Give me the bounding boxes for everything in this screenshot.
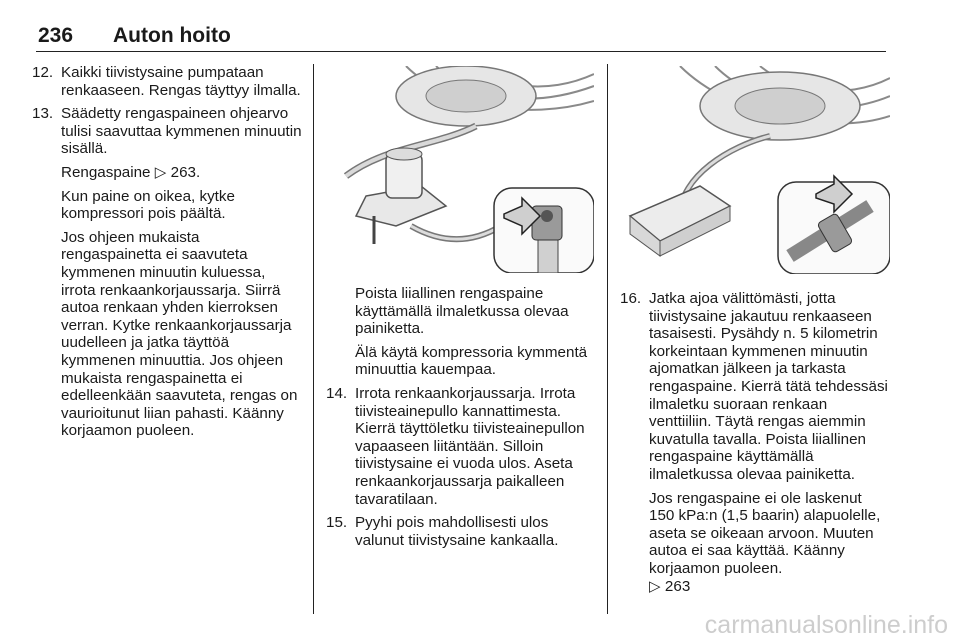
page-title: Auton hoito xyxy=(113,24,231,47)
step-15 xyxy=(326,514,594,549)
step-text: Irrota renkaankorjaussarja. Irrota tiivisteainepullo kannattimesta. Kierrä täyttöletku tiivisteainepullon vapaaseen liitäntään. Silloin tiivistysaine ei vuoda ulos. Aseta renkaankorjaussarja paikalleen tavaratilaan. xyxy=(355,384,585,508)
step-12 xyxy=(32,64,304,99)
step-16 xyxy=(620,290,890,484)
column-1 xyxy=(32,64,304,446)
paragraph: Älä käytä kompressoria kymmentä minuuttia kauempaa. xyxy=(355,343,588,379)
step-number: 16. xyxy=(620,290,642,307)
step-text: Jatka ajoa välittömästi, jotta tiivistysaine jakautuu renkaaseen tasaisesti. Pysähdy n. 5 kilometrin korkeintaan kymmenen minuutin ajomatkan jälkeen ja tarkasta rengaspaine. Kierrä tätä tehdessäsi ilmaletku suoraan renkaan venttiiliin. Täytä rengas aiemmin kuvatulla tavalla. Poista liiallinen rengaspaine käyttämällä ilmaletkussa olevaa painiketta. xyxy=(649,290,888,483)
step-number: 13. xyxy=(32,105,54,123)
paragraph: Jos rengaspaine ei ole laskenut 150 kPa:n (1,5 baarin) alapuolelle, aseta se oikeaan arvoon. Muuten autoa ei saa käyttää. Käänny korjaamon puoleen. xyxy=(649,489,881,577)
reference-paragraph xyxy=(620,578,890,596)
illustration-valve-release-svg xyxy=(326,66,594,273)
paragraph: Kun paine on oikea, kytke kompressori pois päältä. xyxy=(61,187,235,223)
step-13 xyxy=(32,105,304,158)
illustration-hose-to-valve xyxy=(620,66,890,274)
header-rule xyxy=(36,51,886,52)
column-divider-left xyxy=(313,64,314,614)
paragraph: Jos ohjeen mukaista rengaspainetta ei saavuteta kymmenen minuutin kuluessa, irrota renkaankorjaussarja. Siirrä autoa renkaan yhden kierroksen verran. Kytke renkaankorjaussarja uudelleen ja jatka täyttöä kymmenen minuuttia. Jos ohjeen mukaista rengaspainetta ei edelleenkään saavuteta, rengas on vaurioitunut liian pahasti. Käänny korjaamon puoleen. xyxy=(61,228,298,440)
illustration-valve-release xyxy=(326,66,594,273)
paragraph-tire-pressure: Rengaspaine ▷ 263. xyxy=(61,163,201,181)
column-3 xyxy=(620,66,890,601)
page-reference-link[interactable]: 263 xyxy=(664,577,691,595)
page-number: 236 xyxy=(38,24,74,47)
column-2 xyxy=(326,66,594,555)
triangle-reference-icon: ▷ xyxy=(154,163,167,181)
step-text: Pyyhi pois mahdollisesti ulos valunut tiivistysaine kankaalla. xyxy=(355,514,559,549)
step-number: 14. xyxy=(326,384,348,402)
step-text: Säädetty rengaspaineen ohjearvo tulisi saavuttaa kymmenen minuutin sisällä. xyxy=(61,105,302,158)
step-number: 12. xyxy=(32,64,54,81)
paragraph: Poista liiallinen rengaspaine käyttämällä ilmaletkussa olevaa painiketta. xyxy=(355,285,569,338)
step-number: 15. xyxy=(326,514,348,532)
triangle-reference-icon: ▷ xyxy=(649,577,661,595)
page-reference-link[interactable]: 263. xyxy=(170,163,201,181)
step-14 xyxy=(326,385,594,508)
column-divider-right xyxy=(607,64,608,614)
watermark: carmanualsonline.info xyxy=(704,611,948,639)
illustration-hose-to-valve-svg xyxy=(620,66,890,274)
step-text: Kaikki tiivistysaine pumpataan renkaaseen. Rengas täyttyy ilmalla. xyxy=(61,64,301,99)
